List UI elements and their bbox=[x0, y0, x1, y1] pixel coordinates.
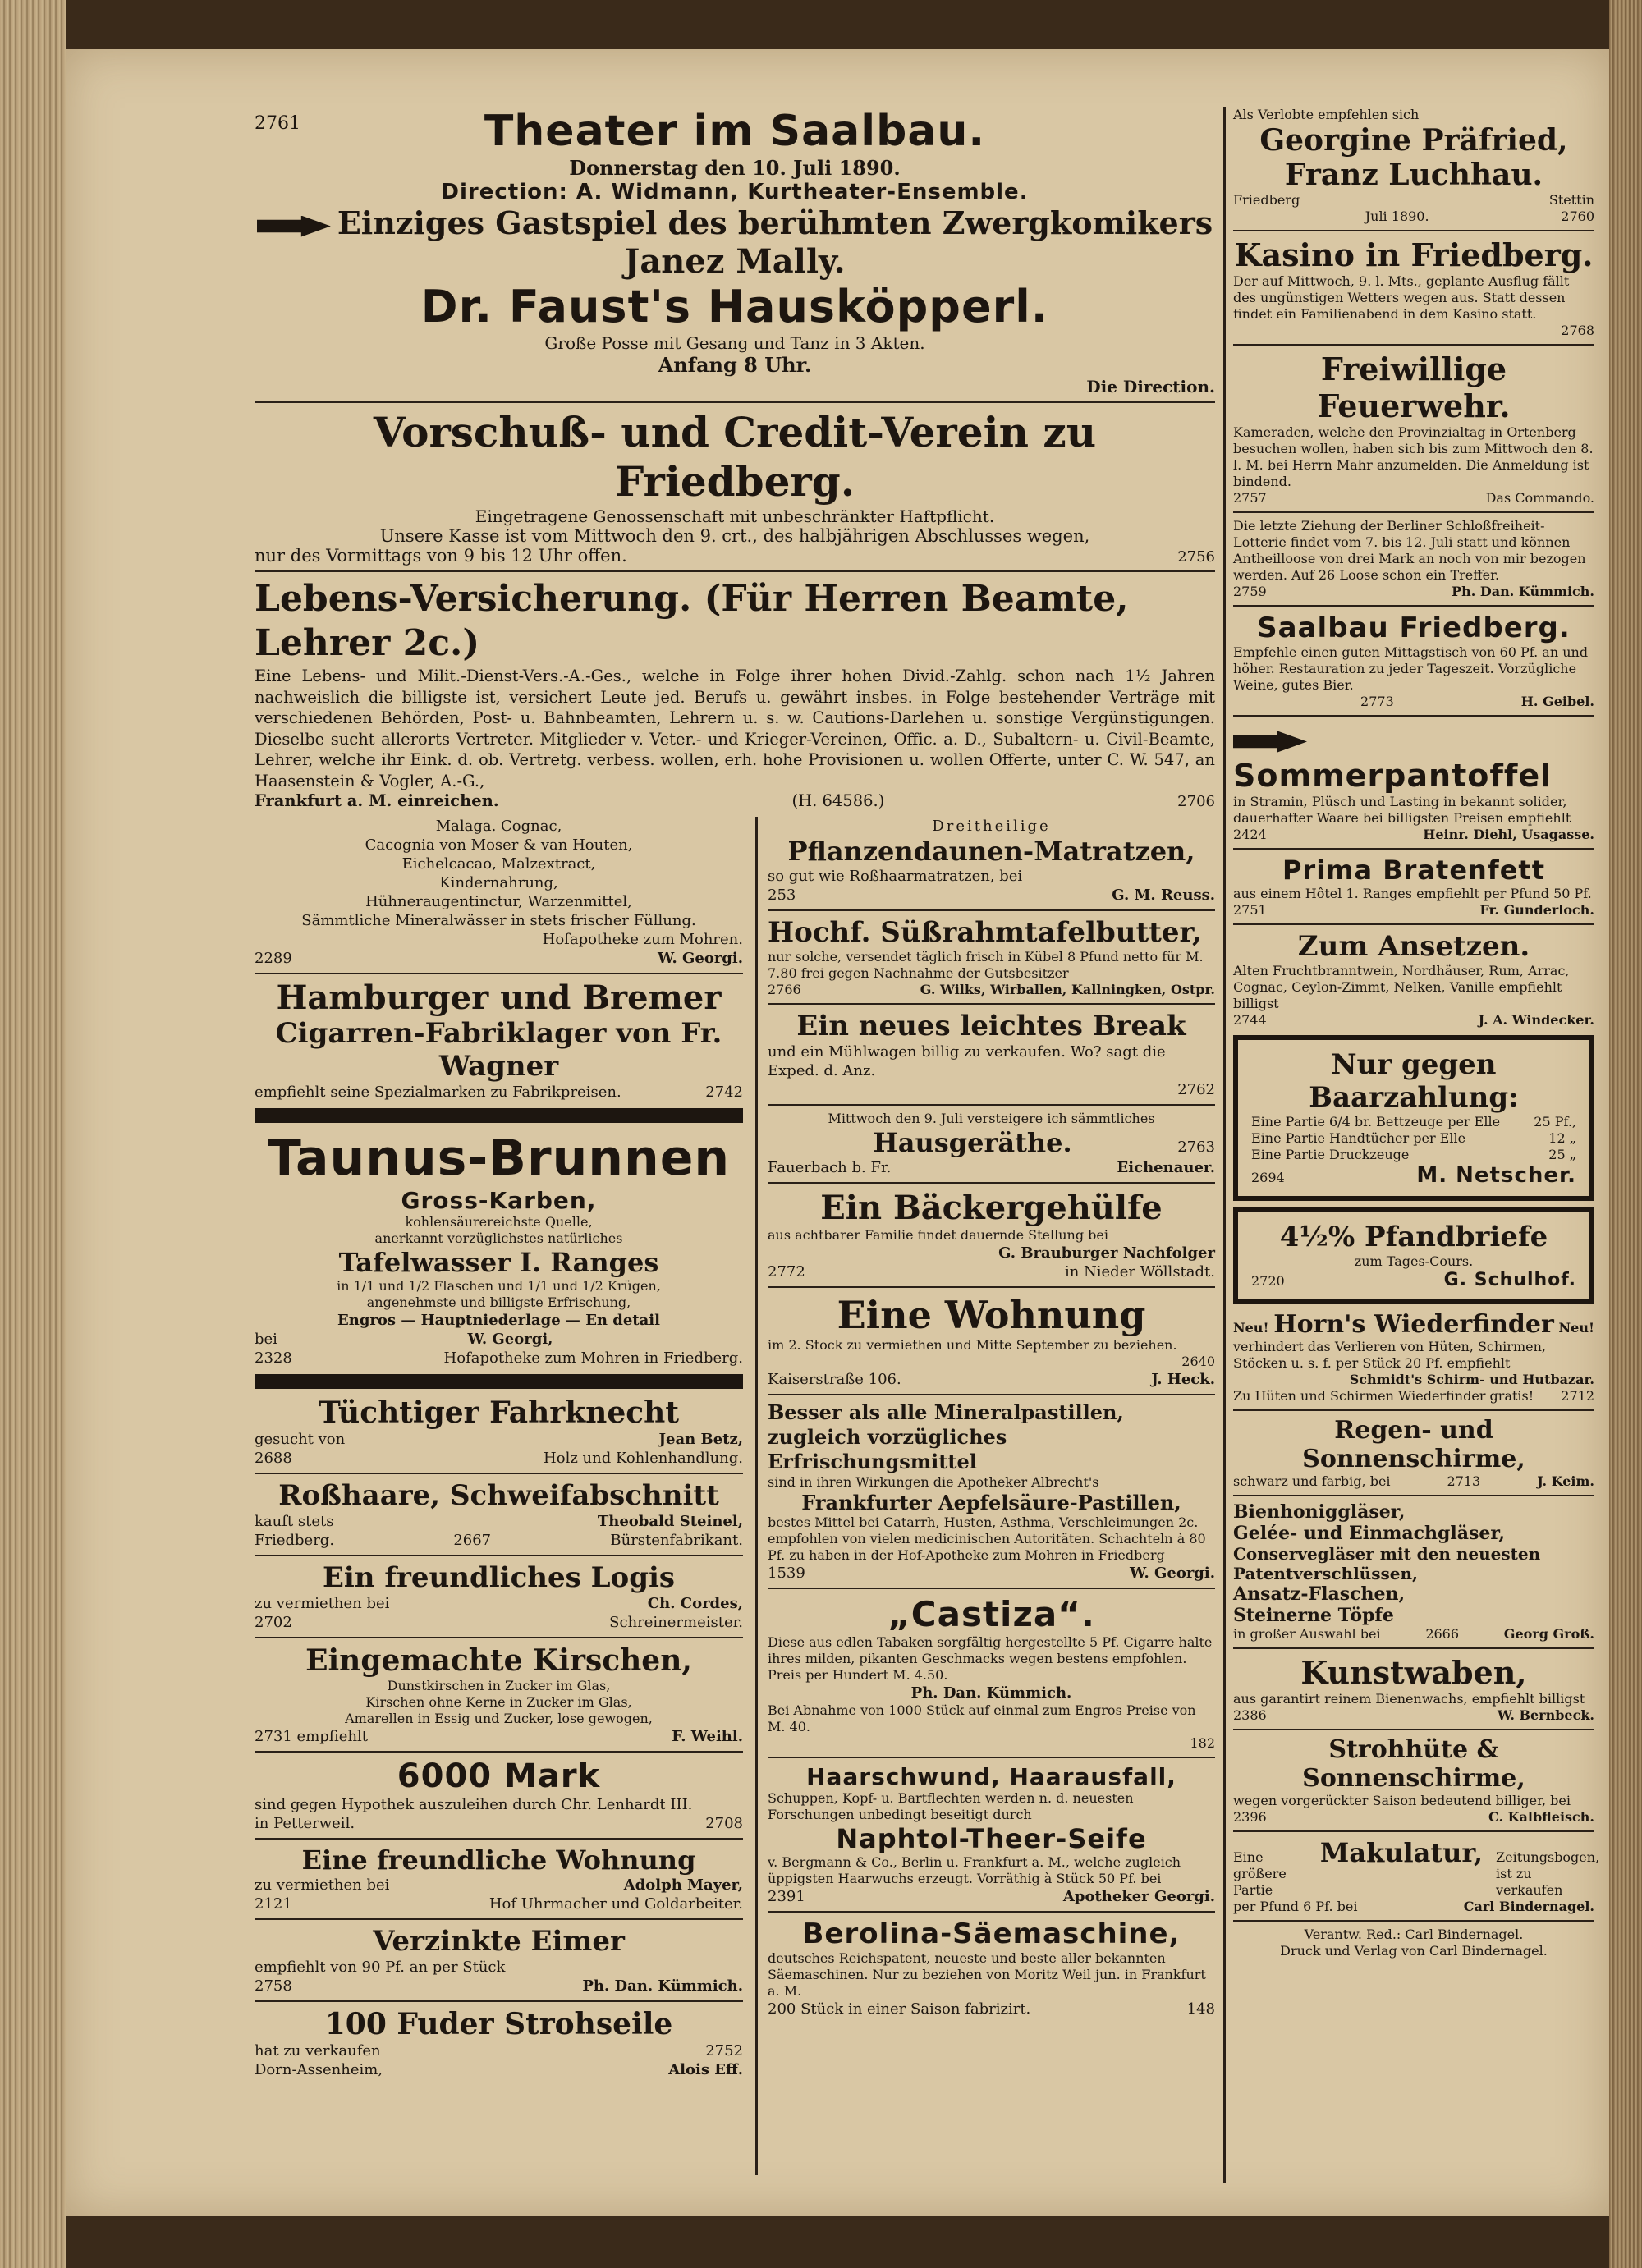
verein-title: Vorschuß- und Credit-Verein zu Friedberg. bbox=[373, 408, 1097, 506]
malaga-line: Kindernahrung, bbox=[439, 874, 558, 891]
fahrknecht-title: Tüchtiger Fahrknecht bbox=[319, 1395, 679, 1430]
butter-num: 2766 bbox=[768, 982, 801, 997]
pantoffel-text: in Stramin, Plüsch und Lasting in bekannt solider, dauerhafter Waare bei billigsten Preisen empfiehlt bbox=[1233, 794, 1571, 826]
pfandbriefe-sign: G. Schulhof. bbox=[1443, 1270, 1576, 1290]
matratzen-sign: G. M. Reuss. bbox=[1112, 887, 1215, 904]
middle-column bbox=[768, 817, 1215, 2023]
kirschen-line: Dunstkirschen in Zucker im Glas, bbox=[387, 1678, 611, 1693]
ad-theater bbox=[255, 107, 1215, 396]
glaeser-line: Ansatz-Flaschen, bbox=[1233, 1583, 1406, 1605]
logis-sign2: Schreinermeister. bbox=[609, 1614, 743, 1631]
ad-ansetzen bbox=[1233, 930, 1594, 1029]
kunstwaben-text: aus garantirt reinem Bienenwachs, empfiehlt billigst bbox=[1233, 1691, 1585, 1707]
ad-verein bbox=[255, 408, 1215, 566]
verlobte-name1: Georgine Präfried, bbox=[1259, 123, 1568, 158]
lotterie-sign: Ph. Dan. Kümmich. bbox=[1452, 584, 1594, 599]
glaeser-line: Bienhoniggläser, bbox=[1233, 1501, 1406, 1523]
eimer-sign: Ph. Dan. Kümmich. bbox=[582, 1977, 743, 1995]
verlobte-pre: Als Verlobte empfehlen sich bbox=[1233, 107, 1420, 122]
horn-num: 2712 bbox=[1561, 1388, 1594, 1404]
wohnung-sign2: Hof Uhrmacher und Goldarbeiter. bbox=[488, 1895, 743, 1913]
ad-glaeser bbox=[1233, 1501, 1594, 1643]
rosshaare-text: kauft stets bbox=[255, 1513, 334, 1530]
book-edge-left bbox=[0, 0, 66, 2268]
ansetzen-num: 2744 bbox=[1233, 1012, 1267, 1028]
ad-mark bbox=[255, 1757, 743, 1833]
feuerwehr-sign: Das Commando. bbox=[1485, 490, 1594, 506]
verlobte-num: 2760 bbox=[1561, 208, 1594, 224]
wohnung-text: zu vermiethen bei bbox=[255, 1876, 390, 1894]
theater-desc: Große Posse mit Gesang und Tanz in 3 Akten. bbox=[544, 333, 925, 353]
fuder-place: Dorn-Assenheim, bbox=[255, 2061, 383, 2078]
makulatur-title: Makulatur, bbox=[1319, 1837, 1484, 1868]
taunus-num: 2328 bbox=[255, 1349, 292, 1367]
pfandbriefe-num: 2720 bbox=[1251, 1273, 1285, 1289]
taunus-sub: Gross-Karben, bbox=[401, 1187, 597, 1214]
castiza-text: Diese aus edlen Tabaken sorgfältig hergestellte 5 Pf. Cigarre halte ihres milden, pikanten Geschmacks wegen bestens empfohlen. Preis per Hundert M. 4.50. bbox=[768, 1634, 1213, 1683]
wohnung2-title: Eine Wohnung bbox=[837, 1293, 1146, 1337]
pastillen-text2: bestes Mittel bei Catarrh, Husten, Asthma, Verschleimungen 2c. empfohlen von vielen medicinischen Autoritäten. Schachteln à 80 Pf. zu haben in der Hof-Apotheke zum Mohren in Friedberg bbox=[768, 1514, 1206, 1563]
ansetzen-title: Zum Ansetzen. bbox=[1297, 930, 1530, 963]
kunstwaben-title: Kunstwaben, bbox=[1300, 1654, 1527, 1691]
pantoffel-sign: Heinr. Diehl, Usagasse. bbox=[1423, 827, 1594, 842]
ad-kunstwaben bbox=[1233, 1654, 1594, 1724]
logis-title: Ein freundliches Logis bbox=[322, 1561, 676, 1594]
mark-text: sind gegen Hypothek auszuleihen durch Chr. Lenhardt III. bbox=[255, 1796, 693, 1813]
horn-neu: Neu! bbox=[1233, 1320, 1269, 1336]
malaga-line: Eichelcacao, Malzextract, bbox=[401, 855, 596, 873]
castiza-text2: Bei Abnahme von 1000 Stück auf einmal zum Engros Preise von M. 40. bbox=[768, 1702, 1196, 1734]
pastillen-num: 1539 bbox=[768, 1565, 805, 1582]
matratzen-pre: Dreitheilige bbox=[932, 818, 1051, 835]
matratzen-text: so gut wie Roßhaarmatratzen, bei bbox=[768, 868, 1023, 885]
ad-break bbox=[768, 1010, 1215, 1099]
taunus-title: Taunus-Brunnen bbox=[267, 1129, 731, 1187]
ad-baarzahlung bbox=[1233, 1035, 1594, 1201]
versicherung-text: Eine Lebens- und Milit.-Dienst-Vers.-A.-Ges., welche in Folge ihrer hohen Divid.-Zahlg. schon nach 1½ Jahren nachweislich die billigste ist, versichert Leute jed. Berufs u. gewährt insbes. in Folge bestehender Verträge mit verschiedenen Behörden, Post- u. Bahnbeamten, Lehrern u. s. w. Cautions-Darlehen u. sonstige Vergünstigungen. Dieselbe sucht allerorts Vertreter. Mitglieder v. Veter.- und Krieger-Vereinen, Offic. a. D., Subaltern- u. Civil-Beamte, Lehrer, welche ihr Eink. d. ob. Vertretg. verbess. wollen, erh. hohe Provisionen u. wollen Offerte, unter C. W. 547, an Haasenstein & Vogler, A.-G., bbox=[255, 667, 1215, 790]
berolina-last: 200 Stück in einer Saison fabrizirt. bbox=[768, 2000, 1031, 2018]
ad-fahrknecht bbox=[255, 1395, 743, 1468]
verlobte-date: Juli 1890. bbox=[1365, 208, 1429, 224]
eimer-num: 2758 bbox=[255, 1977, 292, 1995]
ad-strohhuete bbox=[1233, 1735, 1594, 1826]
baecker-text: aus achtbarer Familie findet dauernde Stellung bei bbox=[768, 1227, 1109, 1243]
malaga-line: Sämmtliche Mineralwässer in stets frischer Füllung. bbox=[301, 912, 696, 929]
kunstwaben-num: 2386 bbox=[1233, 1707, 1267, 1723]
ad-haarschwund bbox=[768, 1763, 1215, 1906]
verlobte-place2: Stettin bbox=[1548, 192, 1594, 208]
baarzahlung-title: Nur gegen Baarzahlung: bbox=[1309, 1048, 1519, 1114]
wohnung2-num: 2640 bbox=[1181, 1354, 1215, 1369]
logis-sign: Ch. Cordes, bbox=[647, 1595, 743, 1612]
item-label: Eine Partie Druckzeuge bbox=[1251, 1147, 1410, 1162]
pantoffel-title: Sommerpantoffel bbox=[1233, 758, 1553, 794]
malaga-shop: Hofapotheke zum Mohren. bbox=[542, 931, 743, 948]
right-column bbox=[1233, 107, 1600, 1959]
glaeser-text: in großer Auswahl bei bbox=[1233, 1626, 1381, 1642]
verein-line2: nur des Vormittags von 9 bis 12 Uhr offen. bbox=[255, 546, 627, 566]
makulatur-pre: Eine größere Partie bbox=[1233, 1849, 1287, 1898]
baarzahlung-item bbox=[1251, 1130, 1576, 1147]
pastillen-text1: sind in ihren Wirkungen die Apotheker Albrecht's bbox=[768, 1474, 1099, 1490]
fuder-sign: Alois Eff. bbox=[668, 2061, 743, 2078]
kirschen-line: Amarellen in Essig und Zucker, lose gewogen, bbox=[345, 1711, 653, 1726]
wohnung-title: Eine freundliche Wohnung bbox=[301, 1844, 696, 1876]
page-number: 2761 bbox=[255, 113, 300, 134]
ad-malaga bbox=[255, 817, 743, 968]
verlobte-name2: Franz Luchhau. bbox=[1284, 158, 1543, 192]
castiza-sign: Ph. Dan. Kümmich. bbox=[910, 1684, 1072, 1702]
saalbau-text: Empfehle einen guten Mittagstisch von 60 Pf. an und höher. Restauration zu jeder Tageszeit. Vorzügliche Weine, gutes Bier. bbox=[1233, 644, 1589, 693]
taunus-shop: Hofapotheke zum Mohren in Friedberg. bbox=[443, 1349, 743, 1367]
ad-verlobte bbox=[1233, 107, 1594, 225]
hausgeraethe-sign: Eichenauer. bbox=[1117, 1159, 1215, 1176]
versicherung-last: Frankfurt a. M. einreichen. bbox=[255, 791, 499, 810]
castiza-num: 182 bbox=[1190, 1735, 1215, 1751]
verein-sub: Eingetragene Genossenschaft mit unbeschränkter Haftpflicht. bbox=[475, 506, 995, 526]
butter-sign: G. Wilks, Wirballen, Kallningken, Ostpr. bbox=[920, 982, 1215, 997]
theater-sign: Die Direction. bbox=[1086, 377, 1215, 396]
taunus-line2: angenehmste und billigste Erfrischung, bbox=[366, 1294, 631, 1310]
schirme-text: schwarz und farbig, bei bbox=[1233, 1473, 1391, 1489]
wohnung2-text: im 2. Stock zu vermiethen und Mitte September zu beziehen. bbox=[768, 1337, 1177, 1353]
malaga-sign: W. Georgi. bbox=[658, 950, 743, 967]
berolina-num: 148 bbox=[1186, 2000, 1215, 2018]
pastillen-name: Frankfurter Aepfelsäure-Pastillen, bbox=[801, 1491, 1181, 1514]
ad-rosshaare bbox=[255, 1479, 743, 1550]
ad-eimer bbox=[255, 1925, 743, 1995]
baarzahlung-item bbox=[1251, 1147, 1576, 1163]
rosshaare-title: Roßhaare, Schweifabschnitt bbox=[278, 1479, 719, 1512]
verein-line1: Unsere Kasse ist vom Mittwoch den 9. crt., des halbjährigen Abschlusses wegen, bbox=[379, 526, 1090, 546]
hausgeraethe-num: 2763 bbox=[1177, 1139, 1215, 1156]
kirschen-sign: F. Weihl. bbox=[672, 1728, 743, 1745]
ad-horn bbox=[1233, 1310, 1594, 1404]
haarschwund-sign: Apotheker Georgi. bbox=[1062, 1888, 1215, 1905]
ansetzen-sign: J. A. Windecker. bbox=[1478, 1012, 1594, 1028]
makulatur-text: per Pfund 6 Pf. bei bbox=[1233, 1899, 1358, 1914]
logis-text: zu vermiethen bei bbox=[255, 1595, 390, 1612]
newspaper-page bbox=[66, 49, 1609, 2216]
mark-place: in Petterweil. bbox=[255, 1815, 355, 1832]
ad-kasino bbox=[1233, 236, 1594, 339]
bratenfett-title: Prima Bratenfett bbox=[1282, 855, 1546, 886]
horn-text: verhindert das Verlieren von Hüten, Schirmen, Stöcken u. s. f. per Stück 20 Pf. empfiehlt bbox=[1233, 1339, 1546, 1371]
glaeser-line: Gelée- und Einmachgläser, bbox=[1233, 1523, 1506, 1544]
saalbau-num: 2773 bbox=[1360, 694, 1394, 709]
ad-baecker bbox=[768, 1189, 1215, 1281]
pantoffel-num: 2424 bbox=[1233, 827, 1267, 842]
pastillen-title: Besser als alle Mineralpastillen, zugleich vorzügliches Erfrischungsmittel bbox=[768, 1400, 1124, 1473]
kunstwaben-sign: W. Bernbeck. bbox=[1497, 1707, 1594, 1723]
ad-schirme bbox=[1233, 1416, 1594, 1490]
butter-text: nur solche, versendet täglich frisch in Kübel 8 Pfund netto für M. 7.80 frei gegen Nachnahme der Gutsbesitzer bbox=[768, 949, 1204, 981]
horn-text2: Zu Hüten und Schirmen Wiederfinder gratis! bbox=[1233, 1388, 1534, 1404]
baarzahlung-item bbox=[1251, 1114, 1576, 1130]
hausgeraethe-place: Fauerbach b. Fr. bbox=[768, 1159, 892, 1176]
bratenfett-sign: Fr. Gunderloch. bbox=[1479, 902, 1594, 918]
matratzen-num: 253 bbox=[768, 887, 796, 904]
ad-wohnung2 bbox=[768, 1293, 1215, 1389]
ad-pfandbriefe bbox=[1233, 1207, 1594, 1304]
saalbau-title: Saalbau Friedberg. bbox=[1257, 612, 1571, 644]
kirschen-text: empfiehlt bbox=[296, 1728, 369, 1745]
pointing-hand-icon bbox=[1233, 731, 1307, 753]
butter-title: Hochf. Süßrahmtafelbutter, bbox=[768, 916, 1202, 949]
theater-headline: Einziges Gastspiel des berühmten Zwergkomikers bbox=[337, 204, 1213, 241]
kasino-text: Der auf Mittwoch, 9. l. Mts., geplante Ausflug fällt des ungünstigen Wetters wegen aus. Statt dessen findet ein Familienabend in dem Kasino statt. bbox=[1233, 273, 1570, 322]
theater-direction: Direction: A. Widmann, Kurtheater-Ensemble. bbox=[441, 180, 1029, 204]
ad-bratenfett bbox=[1233, 855, 1594, 919]
schirme-num: 2713 bbox=[1447, 1473, 1481, 1489]
haarschwund-name: Naphtol-Theer-Seife bbox=[836, 1823, 1147, 1854]
horn-title: Horn's Wiederfinder bbox=[1273, 1310, 1554, 1339]
logis-num: 2702 bbox=[255, 1614, 292, 1631]
fuder-title: 100 Fuder Strohseile bbox=[324, 2007, 673, 2041]
ad-castiza bbox=[768, 1594, 1215, 1752]
baecker-num: 2772 bbox=[768, 1263, 805, 1281]
taunus-engros: Engros — Hauptniederlage — En detail bbox=[337, 1312, 660, 1329]
ad-pastillen bbox=[768, 1400, 1215, 1583]
hausgeraethe-title: Hausgeräthe. bbox=[873, 1127, 1072, 1158]
item-price: 25 „ bbox=[1548, 1147, 1576, 1162]
malaga-line: Malaga. Cognac, bbox=[435, 818, 562, 835]
pointing-hand-icon bbox=[257, 216, 331, 237]
glaeser-line: Steinerne Töpfe bbox=[1233, 1605, 1394, 1626]
versicherung-title: Lebens-Versicherung. (Für Herren Beamte, Lehrer 2c.) bbox=[255, 578, 1129, 664]
wohnung2-sign: J. Heck. bbox=[1151, 1371, 1215, 1388]
haarschwund-text2: v. Bergmann & Co., Berlin u. Frankfurt a. M., welche zugleich üppigsten Haarwuchs erzeugt. Vorräthig à Stück 50 Pf. bei bbox=[768, 1854, 1181, 1886]
taunus-line: anerkannt vorzüglichstes natürliches bbox=[374, 1230, 623, 1246]
ad-kirschen bbox=[255, 1643, 743, 1746]
ad-logis bbox=[255, 1561, 743, 1632]
versicherung-num: 2706 bbox=[1177, 793, 1215, 810]
haarschwund-title: Haarschwund, Haarausfall, bbox=[806, 1763, 1176, 1790]
kasino-num: 2768 bbox=[1561, 323, 1594, 338]
impressum-line1: Verantw. Red.: Carl Bindernagel. bbox=[1304, 1927, 1524, 1942]
ad-berolina bbox=[768, 1917, 1215, 2018]
fuder-num: 2752 bbox=[705, 2042, 743, 2060]
eimer-text: empfiehlt von 90 Pf. an per Stück bbox=[255, 1959, 506, 1976]
mark-title: 6000 Mark bbox=[397, 1757, 601, 1795]
top-section bbox=[255, 107, 1215, 815]
ad-lotterie bbox=[1233, 518, 1594, 600]
glaeser-line: Conservegläser mit den neuesten Patentverschlüssen, bbox=[1233, 1544, 1541, 1583]
rosshaare-place: Friedberg. bbox=[255, 1532, 335, 1549]
taunus-line: kohlensäurereichste Quelle, bbox=[405, 1214, 593, 1230]
pastillen-sign: W. Georgi. bbox=[1130, 1565, 1215, 1582]
baecker-place: in Nieder Wöllstadt. bbox=[1064, 1263, 1215, 1281]
fuder-text: hat zu verkaufen bbox=[255, 2042, 381, 2060]
malaga-line: Cacognia von Moser & van Houten, bbox=[365, 836, 633, 854]
baarzahlung-sign: M. Netscher. bbox=[1416, 1163, 1576, 1188]
break-text: und ein Mühlwagen billig zu verkaufen. Wo? sagt die Exped. d. Anz. bbox=[768, 1043, 1166, 1079]
bratenfett-text: aus einem Hôtel 1. Ranges empfiehlt per Pfund 50 Pf. bbox=[1233, 886, 1592, 901]
ad-butter bbox=[768, 916, 1215, 998]
hausgeraethe-pre: Mittwoch den 9. Juli versteigere ich sämmtliches bbox=[828, 1111, 1155, 1126]
theater-play: Dr. Faust's Hausköpperl. bbox=[420, 281, 1049, 332]
ad-makulatur bbox=[1233, 1837, 1600, 1915]
verlobte-place1: Friedberg bbox=[1233, 192, 1300, 208]
schirme-sign: J. Keim. bbox=[1537, 1473, 1594, 1489]
wohnung-num: 2121 bbox=[255, 1895, 292, 1913]
kirschen-num: 2731 bbox=[255, 1728, 292, 1745]
taunus-line2: in 1/1 und 1/2 Flaschen und 1/1 und 1/2 Krügen, bbox=[337, 1278, 661, 1294]
item-label: Eine Partie 6/4 br. Bettzeuge per Elle bbox=[1251, 1114, 1501, 1129]
makulatur-sign: Carl Bindernagel. bbox=[1463, 1899, 1594, 1914]
wohnung2-place: Kaiserstraße 106. bbox=[768, 1371, 901, 1388]
theater-start: Anfang 8 Uhr. bbox=[658, 353, 812, 377]
ad-matratzen bbox=[768, 817, 1215, 905]
strohhuete-num: 2396 bbox=[1233, 1809, 1267, 1825]
hamburger-title: Hamburger und Bremer bbox=[276, 978, 722, 1017]
fahrknecht-sign: Jean Betz, bbox=[658, 1431, 743, 1448]
rosshaare-sign2: Bürstenfabrikant. bbox=[610, 1532, 743, 1549]
ad-hausgeraethe bbox=[768, 1111, 1215, 1177]
pfandbriefe-title: 4½% Pfandbriefe bbox=[1279, 1221, 1548, 1253]
pfandbriefe-text: zum Tages-Cours. bbox=[1354, 1253, 1474, 1269]
castiza-title: „Castiza“. bbox=[888, 1594, 1095, 1634]
theater-date: Donnerstag den 10. Juli 1890. bbox=[569, 156, 901, 180]
versicherung-ref: (H. 64586.) bbox=[791, 791, 885, 810]
break-num: 2762 bbox=[1177, 1081, 1215, 1098]
bratenfett-num: 2751 bbox=[1233, 902, 1267, 918]
fahrknecht-sign2: Holz und Kohlenhandlung. bbox=[544, 1450, 743, 1467]
strohhuete-text: wegen vorgerückter Saison bedeutend billiger, bei bbox=[1233, 1793, 1571, 1808]
horn-sign: Schmidt's Schirm- und Hutbazar. bbox=[1349, 1372, 1594, 1387]
strohhuete-sign: C. Kalbfleisch. bbox=[1488, 1809, 1594, 1825]
kirschen-title: Eingemachte Kirschen, bbox=[305, 1643, 692, 1678]
verein-num: 2756 bbox=[1177, 548, 1215, 566]
item-price: 12 „ bbox=[1548, 1130, 1576, 1146]
kirschen-line: Kirschen ohne Kerne in Zucker im Glas, bbox=[365, 1694, 632, 1710]
haarschwund-num: 2391 bbox=[768, 1888, 805, 1905]
left-column bbox=[255, 817, 743, 2084]
makulatur-post: Zeitungsbogen, ist zu verkaufen bbox=[1495, 1849, 1600, 1898]
ad-hamburger bbox=[255, 979, 743, 1102]
feuerwehr-text: Kameraden, welche den Provinzialtag in Ortenberg besuchen wollen, haben sich bis zum Mittwoch den 8. l. M. bei Herrn Mahr anzumelden. Die Anmeldung ist bindend. bbox=[1233, 424, 1594, 489]
taunus-bei: bei bbox=[255, 1331, 277, 1348]
eimer-title: Verzinkte Eimer bbox=[373, 1925, 625, 1958]
ad-pantoffel bbox=[1233, 722, 1594, 843]
baarzahlung-num: 2694 bbox=[1251, 1170, 1285, 1185]
book-edge-right bbox=[1609, 0, 1642, 2268]
ansetzen-text: Alten Fruchtbranntwein, Nordhäuser, Rum, Arrac, Cognac, Ceylon-Zimmt, Nelken, Vanille empfiehlt billigst bbox=[1233, 963, 1570, 1011]
theater-title: Theater im Saalbau. bbox=[484, 107, 986, 156]
schirme-title: Regen- und Sonnenschirme, bbox=[1302, 1416, 1525, 1473]
rosshaare-num: 2667 bbox=[453, 1532, 492, 1549]
saalbau-sign: H. Geibel. bbox=[1520, 694, 1594, 709]
haarschwund-text: Schuppen, Kopf- u. Bartflechten werden n. d. neuesten Forschungen unbedingt beseitigt durch bbox=[768, 1790, 1134, 1822]
hamburger-title2: Cigarren-Fabriklager von Fr. Wagner bbox=[275, 1017, 722, 1083]
item-price: 25 Pf., bbox=[1534, 1114, 1576, 1129]
taunus-georgi: W. Georgi, bbox=[467, 1331, 553, 1348]
glaeser-num: 2666 bbox=[1425, 1626, 1460, 1642]
column-divider bbox=[755, 817, 758, 2175]
ad-feuerwehr bbox=[1233, 351, 1594, 506]
matratzen-title: Pflanzendaunen-Matratzen, bbox=[787, 836, 1195, 867]
column-divider bbox=[1223, 107, 1226, 2183]
lotterie-text: Die letzte Ziehung der Berliner Schloßfreiheit-Lotterie findet vom 7. bis 12. Juli statt und können Antheilloose von drei Mark an noch von mir bezogen werden. Auf 26 Loose schon ein Treffer. bbox=[1233, 518, 1586, 583]
fahrknecht-num: 2688 bbox=[255, 1450, 292, 1467]
berolina-text: deutsches Reichspatent, neueste und beste aller bekannten Säemaschinen. Nur zu beziehen von Moritz Weil jun. in Frankfurt a. M. bbox=[768, 1950, 1206, 1999]
mark-num: 2708 bbox=[705, 1815, 743, 1832]
horn-neu: Neu! bbox=[1558, 1320, 1594, 1336]
fahrknecht-text: gesucht von bbox=[255, 1431, 346, 1448]
break-title: Ein neues leichtes Break bbox=[796, 1010, 1186, 1042]
taunus-tafel: Tafelwasser I. Ranges bbox=[338, 1247, 659, 1278]
ad-saalbau bbox=[1233, 612, 1594, 710]
hamburger-num: 2742 bbox=[705, 1084, 743, 1101]
item-label: Eine Partie Handtücher per Elle bbox=[1251, 1130, 1466, 1146]
feuerwehr-num: 2757 bbox=[1233, 490, 1267, 506]
ad-versicherung bbox=[255, 577, 1215, 810]
baecker-sign: G. Brauburger Nachfolger bbox=[998, 1244, 1215, 1262]
impressum-line2: Druck und Verlag von Carl Bindernagel. bbox=[1280, 1943, 1548, 1959]
wohnung-sign: Adolph Mayer, bbox=[623, 1876, 743, 1894]
berolina-title: Berolina-Säemaschine, bbox=[802, 1917, 1181, 1950]
kasino-title: Kasino in Friedberg. bbox=[1234, 236, 1594, 273]
malaga-num: 2289 bbox=[255, 950, 292, 967]
baecker-title: Ein Bäckergehülfe bbox=[820, 1189, 1163, 1227]
glaeser-sign: Georg Groß. bbox=[1503, 1626, 1594, 1642]
strohhuete-title: Strohhüte & Sonnenschirme, bbox=[1302, 1735, 1525, 1793]
theater-name: Janez Mally. bbox=[624, 242, 846, 281]
malaga-line: Hühneraugentinctur, Warzenmittel, bbox=[365, 893, 632, 910]
feuerwehr-title: Freiwillige Feuerwehr. bbox=[1317, 351, 1511, 424]
ad-wohnung bbox=[255, 1844, 743, 1913]
ad-taunus bbox=[255, 1129, 743, 1368]
rosshaare-sign: Theobald Steinel, bbox=[597, 1513, 743, 1530]
lotterie-num: 2759 bbox=[1233, 584, 1267, 599]
ad-fuder bbox=[255, 2007, 743, 2079]
hamburger-text: empfiehlt seine Spezialmarken zu Fabrikpreisen. bbox=[255, 1084, 621, 1101]
